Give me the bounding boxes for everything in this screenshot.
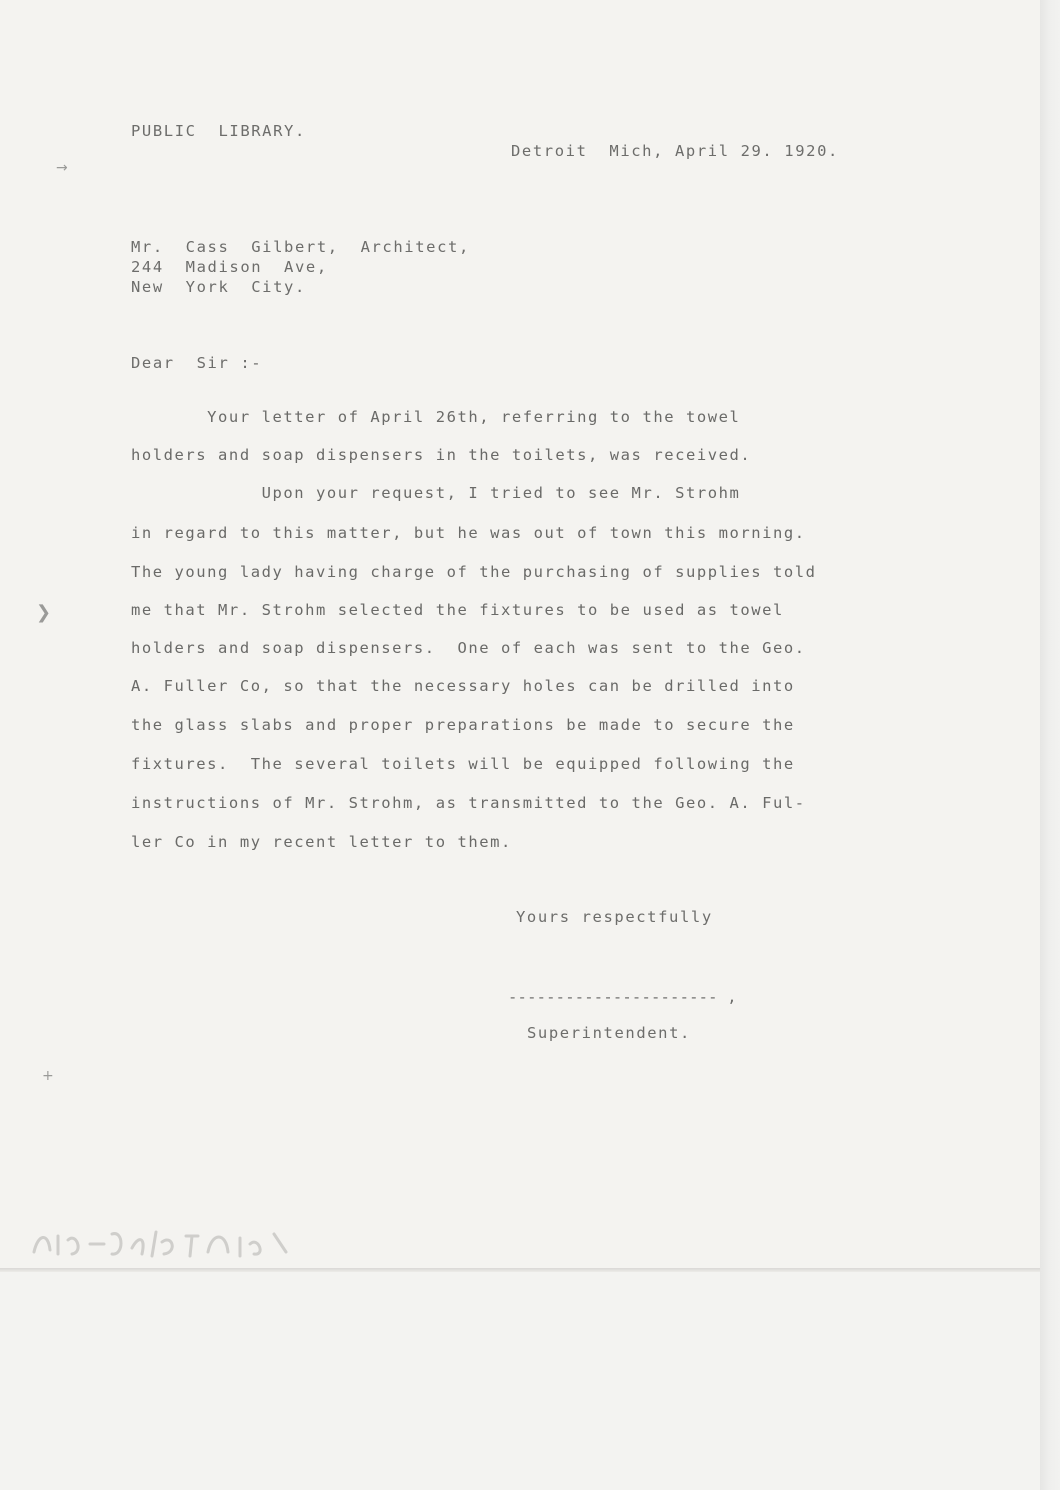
archive-pencil-mark bbox=[28, 1222, 298, 1260]
body-line: fixtures. The several toilets will be equipped following the bbox=[131, 755, 795, 773]
body-line: A. Fuller Co, so that the necessary holes can be drilled into bbox=[131, 677, 795, 695]
body-line: the glass slabs and proper preparations be made to secure the bbox=[131, 716, 795, 734]
recipient-line-3: New York City. bbox=[131, 278, 306, 296]
body-line: ler Co in my recent letter to them. bbox=[131, 833, 512, 851]
margin-mark-top: → bbox=[56, 160, 68, 176]
body-line: in regard to this matter, but he was out of town this morning. bbox=[131, 524, 806, 542]
recipient-line-1: Mr. Cass Gilbert, Architect, bbox=[131, 238, 470, 256]
signature-title: Superintendent. bbox=[527, 1024, 691, 1042]
sheet-bottom-edge bbox=[0, 1268, 1040, 1272]
body-line: holders and soap dispensers. One of each was sent to the Geo. bbox=[131, 639, 806, 657]
signature-line: ---------------------- , bbox=[508, 988, 737, 1006]
body-line: The young lady having charge of the purchasing of supplies told bbox=[131, 563, 817, 581]
closing: Yours respectfully bbox=[516, 908, 713, 926]
margin-mark-bottom: + bbox=[42, 1068, 54, 1084]
body-line: instructions of Mr. Strohm, as transmitted to the Geo. A. Ful- bbox=[131, 794, 806, 812]
body-line: holders and soap dispensers in the toilets, was received. bbox=[131, 446, 752, 464]
page-margin bbox=[1040, 0, 1060, 1490]
letterhead: PUBLIC LIBRARY. bbox=[131, 122, 306, 140]
dateline: Detroit Mich, April 29. 1920. bbox=[511, 142, 839, 160]
margin-mark-middle: ❯ bbox=[36, 602, 52, 623]
salutation: Dear Sir :- bbox=[131, 354, 263, 372]
body-line: me that Mr. Strohm selected the fixtures to be used as towel bbox=[131, 601, 784, 619]
body-line: Upon your request, I tried to see Mr. Strohm bbox=[131, 484, 741, 502]
recipient-line-2: 244 Madison Ave, bbox=[131, 258, 328, 276]
body-line: Your letter of April 26th, referring to the towel bbox=[131, 408, 741, 426]
